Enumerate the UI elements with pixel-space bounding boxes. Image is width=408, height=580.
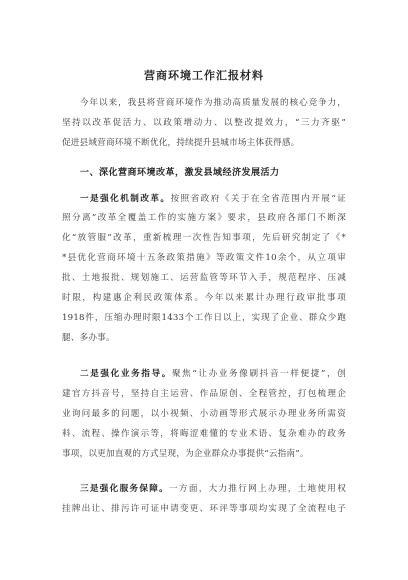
para1-line: 1918件，压缩办理时限1433个工作日以上，实现了企业、群众少跑 — [62, 313, 346, 323]
para2-line: 料、流程、操作演示等，将晦涩难懂的专业术语、复杂难办的政务 — [62, 429, 346, 439]
para1-first-line — [80, 191, 346, 207]
para2-first-rest: 聚焦“让办业务像刷抖音一样便捷”，创 — [171, 369, 346, 379]
document-title: 营商环境工作汇报材料 — [144, 69, 264, 82]
para2-line: 建官方抖音号，坚持自主运营、作品原创、全程管控，打包梳理企 — [62, 389, 346, 399]
para2-lead: 二是强化业务指导。 — [80, 369, 172, 379]
para1-line: 时限，构建惠企利民政策体系。今年以来累计办理行政审批事项 — [62, 293, 346, 303]
para3-line: 挂牌出让、排污许可证申请变更、环评等事项均实现了全流程电子 — [62, 504, 346, 514]
para2-line: 事项，以更加直观的方式呈现，为企业群众办事提供“云指南”。 — [62, 449, 309, 459]
para1-lead: 一是强化机制改革。 — [80, 194, 171, 204]
intro-line-2: 坚持以改革促活力、以政策增动力、以整改提效力，“三力齐驱” — [62, 118, 346, 128]
para1-line: *县优化营商环境十五条政策措施》等政策文件10余个，从立项审 — [62, 253, 346, 263]
para1-line: 照分离”改革全覆盖工作的实施方案》要求，县政府各部门不断深 — [62, 213, 346, 223]
para1-first-rest: 按照省政府《关于在全省范围内开展“证 — [170, 194, 346, 204]
para3-first-line — [80, 481, 346, 497]
para3-lead: 三是强化服务保障。 — [80, 484, 170, 494]
para1-line: 批、土地报批、规划施工、运营监管等环节入手，规范程序、压减 — [62, 273, 346, 283]
intro-line-1: 今年以来，我县将营商环境作为推动高质量发展的核心竞争力， — [80, 98, 346, 108]
intro-line-3: 促进县域营商环境不断优化，持续提升县城市场主体获得感。 — [62, 138, 300, 148]
para2-line: 业询问最多的问题，以小视频、小动画等形式展示办理业务所需资 — [62, 409, 346, 419]
section-heading: 一、深化营商环境改革，激发县域经济发展活力 — [80, 168, 280, 178]
para2-first-line — [80, 366, 346, 382]
para1-line: 腿、多办事。 — [62, 333, 115, 343]
para3-first-rest: 一方面，大力推行网上办理，土地使用权 — [169, 484, 346, 494]
para1-line: 化“放管服”改革，重新梳理一次性告知事项，先后研究制定了《* — [62, 233, 346, 243]
